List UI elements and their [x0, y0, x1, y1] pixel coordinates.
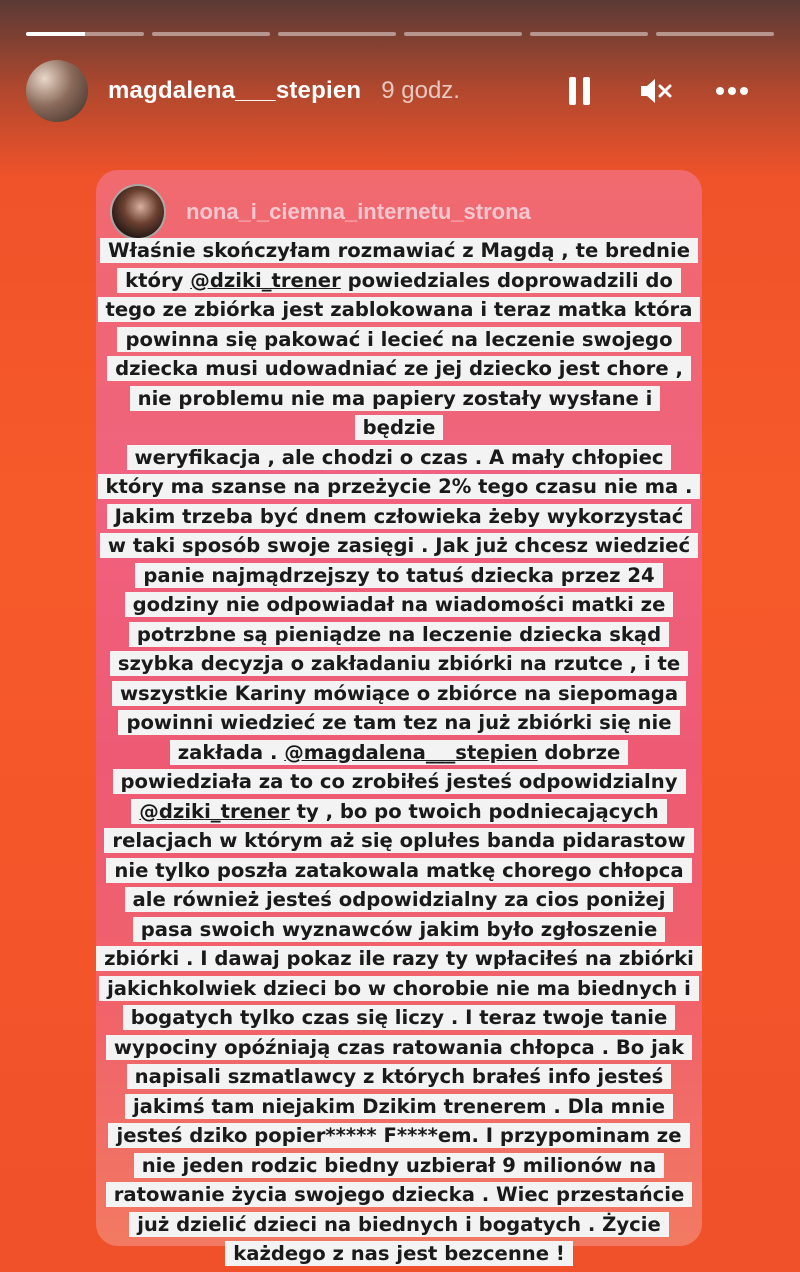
pause-icon [567, 75, 593, 107]
progress-bar-5 [530, 32, 648, 36]
more-button[interactable] [714, 73, 750, 109]
story-text-line [96, 443, 702, 473]
story-text-line-content: powinni wiedzieć ze tam tez na już zbiórki się nie [118, 710, 679, 735]
story-text-line-content: powiedziała za to co zrobiłeś jesteś odpowidzialny [113, 769, 686, 794]
story-text-line [96, 1239, 702, 1269]
story-text-line-content: bogatych tylko czas się liczy . I teraz twoje tanie [123, 1005, 676, 1030]
mention-link[interactable]: @dziki_trener [190, 268, 341, 292]
story-text-line [96, 944, 702, 974]
story-text-line-content: Jakim trzeba być dnem człowieka żeby wykorzystać [107, 504, 692, 529]
story-text-line-content: @dziki_trener ty , bo po twoich podniecających [131, 799, 666, 824]
story-text-line-content: potrzbne są pieniądze na leczenie dziecka skąd [129, 622, 669, 647]
story-text-line [96, 826, 702, 856]
story-text-line [96, 561, 702, 591]
story-progress-bars [26, 32, 774, 36]
story-text-line-content: dziecka musi udowadniać ze jej dziecko jest chore , [107, 356, 691, 381]
story-text-line [96, 1180, 702, 1210]
story-text-line-content: nie problemu nie ma papiery zostały wysłane i będzie [130, 386, 661, 441]
story-text-line [96, 1210, 702, 1240]
progress-bar-2 [152, 32, 270, 36]
story-text-line-content: weryfikacja , ale chodzi o czas . A mały chłopiec [127, 445, 672, 470]
repost-username: nona_i_ciemna_internetu_strona [186, 199, 531, 224]
reposted-story-card[interactable] [96, 170, 702, 1265]
story-text-line-content: jesteś dziko popier***** F****em. I przypominam ze [108, 1123, 689, 1148]
story-text-line [96, 531, 702, 561]
story-time: 9 godz. [381, 77, 460, 104]
progress-bar-4 [404, 32, 522, 36]
progress-bar-3 [278, 32, 396, 36]
story-text-line [96, 472, 702, 502]
repost-header [110, 184, 688, 240]
story-text [96, 236, 702, 1269]
story-text-line [96, 1003, 702, 1033]
mention-link[interactable]: @magdalena___stepien [284, 740, 538, 764]
story-text-line [96, 885, 702, 915]
story-text-line-content: który ma szanse na przeżycie 2% tego czasu nie ma . [98, 474, 701, 499]
story-text-line [96, 974, 702, 1004]
story-text-line [96, 856, 702, 886]
progress-bar-6 [656, 32, 774, 36]
story-text-line-content: każdego z nas jest bezcenne ! [225, 1241, 573, 1266]
more-horizontal-icon [715, 86, 749, 96]
story-text-line-content: jakichkolwiek dzieci bo w chorobie nie ma biednych i [99, 976, 699, 1001]
story-text-line-content: jakimś tam niejakim Dzikim trenerem . Dla mnie [125, 1094, 673, 1119]
story-text-line [96, 1033, 702, 1063]
story-text-line-content: pasa swoich wyznawców jakim było zgłoszenie [133, 917, 666, 942]
story-text-line [96, 295, 702, 325]
story-text-line [96, 649, 702, 679]
story-text-line-content: relacjach w którym aż się oplułes banda pidarastow [104, 828, 693, 853]
avatar[interactable] [26, 60, 88, 122]
story-text-line [96, 325, 702, 355]
story-text-line [96, 1121, 702, 1151]
story-text-line [96, 1151, 702, 1181]
story-text-line-content: nie jeden rodzic biedny uzbierał 9 milionów na [134, 1153, 665, 1178]
story-text-line [96, 590, 702, 620]
story-text-line [96, 738, 702, 768]
story-text-line-content: godziny nie odpowiadał na wiadomości matki ze [125, 592, 674, 617]
story-text-line [96, 797, 702, 827]
story-text-line [96, 384, 702, 443]
story-text-line [96, 502, 702, 532]
story-text-line [96, 236, 702, 266]
progress-fill [26, 32, 85, 36]
story-text-line-content: zakłada . @magdalena___stepien dobrze [170, 740, 629, 765]
story-text-line-content: panie najmądrzejszy to tatuś dziecka przez 24 [135, 563, 662, 588]
story-text-line-content: tego ze zbiórka jest zablokowana i teraz matka która [98, 297, 701, 322]
story-text-line-content: wszystkie Kariny mówiące o zbiórce na siepomaga [112, 681, 686, 706]
story-text-line-content: Właśnie skończyłam rozmawiać z Magdą , te brednie [100, 238, 698, 263]
story-controls [562, 73, 774, 109]
story-text-line [96, 266, 702, 296]
story-text-line-content: szybka decyzja o zakładaniu zbiórki na rzutce , i te [110, 651, 688, 676]
story-text-line-content: wypociny opóźniają czas ratowania chłopca . Bo jak [106, 1035, 692, 1060]
story-header [26, 60, 774, 122]
story-text-line-content: który @dziki_trener powiedziales doprowadzili do [117, 268, 681, 293]
story-text-line [96, 354, 702, 384]
pause-button[interactable] [562, 73, 598, 109]
story-text-line-content: w taki sposób swoje zasięgi . Jak już chcesz wiedzieć [100, 533, 698, 558]
story-text-line [96, 679, 702, 709]
progress-bar-1 [26, 32, 144, 36]
story-text-line [96, 1062, 702, 1092]
story-text-line [96, 708, 702, 738]
story-text-line [96, 620, 702, 650]
story-text-line [96, 915, 702, 945]
story-text-line-content: już dzielić dzieci na biednych i bogatych . Życie [129, 1212, 669, 1237]
story-text-line-content: napisali szmatlawcy z których brałeś info jesteś [127, 1064, 672, 1089]
story-text-line-content: powinna się pakować i lecieć na leczenie swojego [117, 327, 680, 352]
story-text-line-content: ale również jesteś odpowidzialny za cios poniżej [125, 887, 674, 912]
story-username[interactable]: magdalena___stepien [108, 77, 362, 104]
story-text-line-content: ratowanie życia swojego dziecka . Wiec przestańcie [106, 1182, 693, 1207]
mention-link[interactable]: @dziki_trener [139, 799, 290, 823]
repost-avatar [110, 184, 166, 240]
story-text-line-content: zbiórki . I dawaj pokaz ile razy ty wpłaciłeś na zbiórki [96, 946, 702, 971]
mute-button[interactable] [638, 73, 674, 109]
speaker-muted-icon [639, 76, 673, 106]
story-text-line [96, 767, 702, 797]
story-text-line-content: nie tylko poszła zatakowala matkę chorego chłopca [106, 858, 691, 883]
story-text-line [96, 1092, 702, 1122]
